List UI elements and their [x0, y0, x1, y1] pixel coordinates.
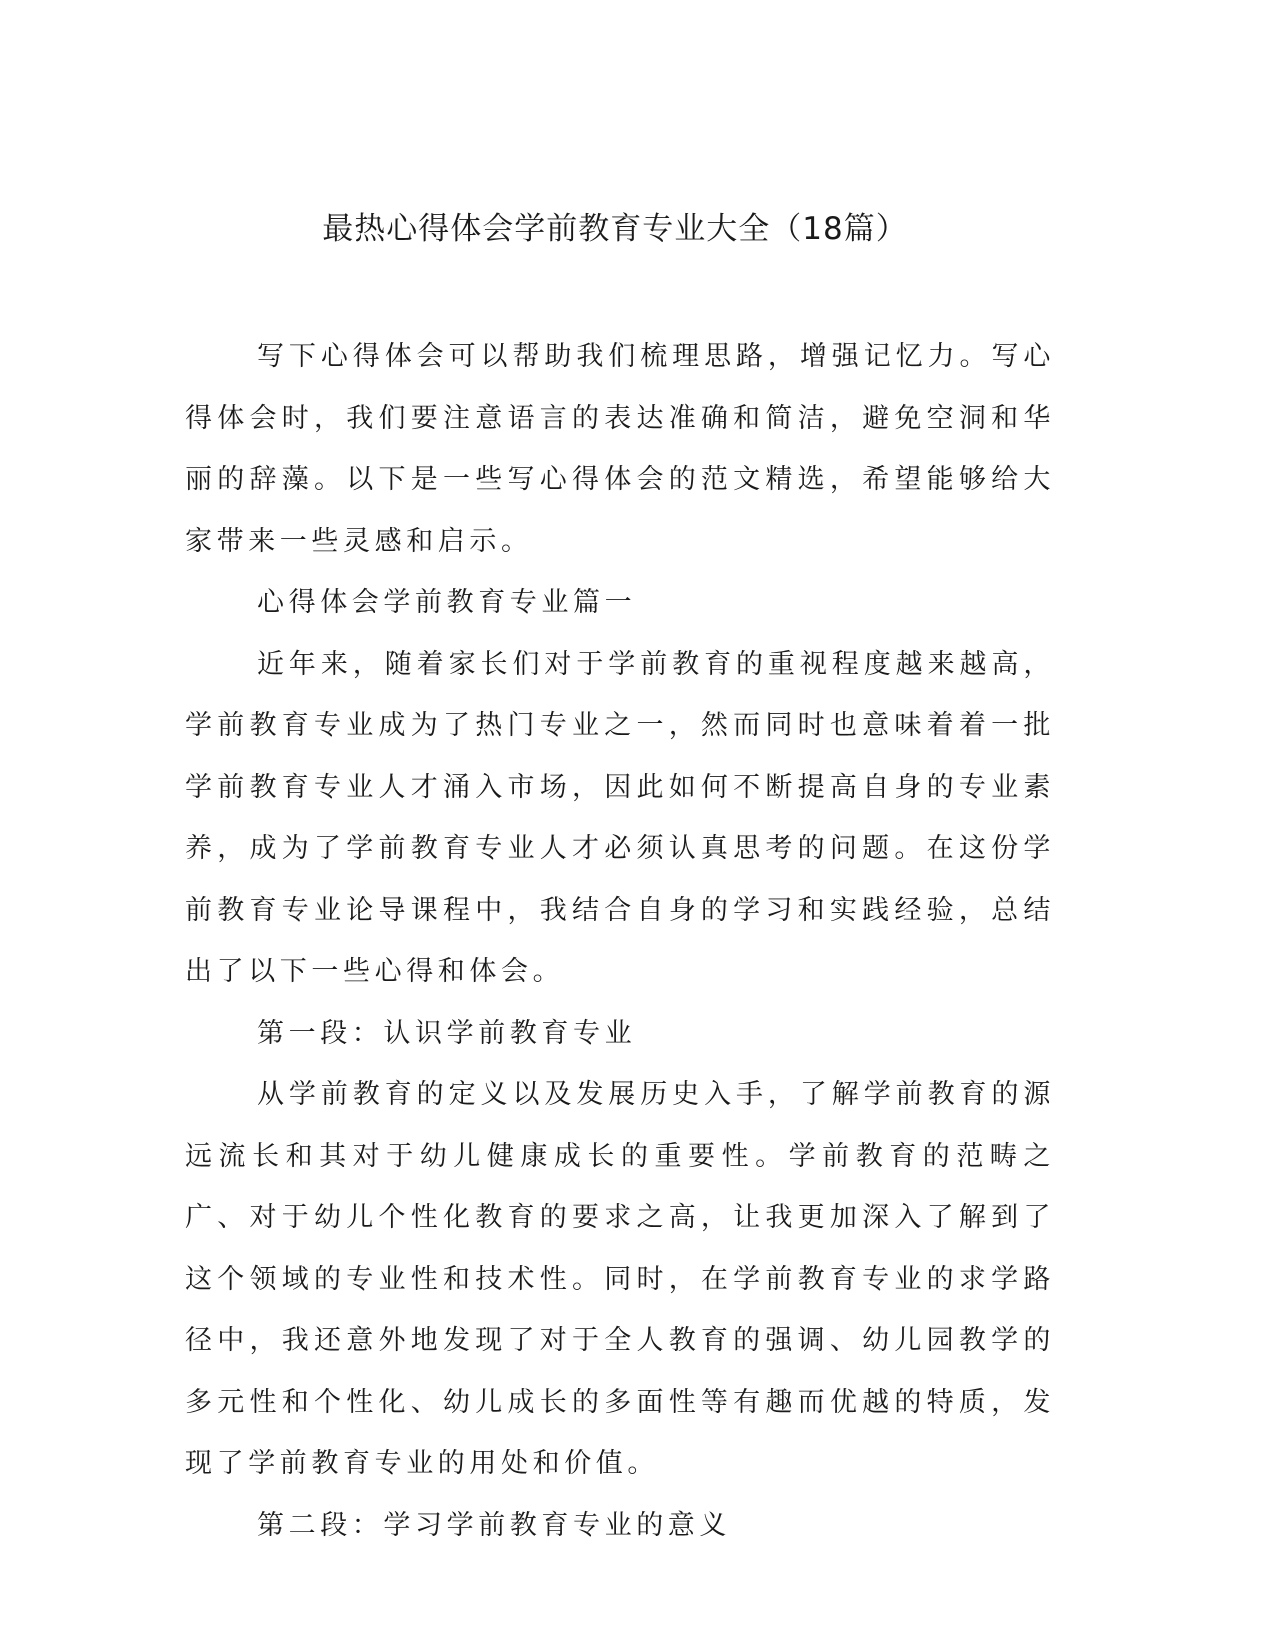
- body-paragraph: 近年来，随着家长们对于学前教育的重视程度越来越高，学前教育专业成为了热门专业之一，然而同时也意味着着一批学前教育专业人才涌入市场，因此如何不断提高自身的专业素养，成为了学前教育专业人才必须认真思考的问题。在这份学前教育专业论导课程中，我结合自身的学习和实践经验，总结出了以下一些心得和体会。: [185, 648, 1055, 987]
- intro-paragraph: 写下心得体会可以帮助我们梳理思路，增强记忆力。写心得体会时，我们要注意语言的表达准确和简洁，避免空洞和华丽的辞藻。以下是一些写心得体会的范文精选，希望能够给大家带来一些灵感和启示。: [185, 341, 1055, 557]
- section-heading-part-one: 心得体会学前教育专业篇一: [257, 587, 637, 618]
- document-body: [185, 326, 1055, 1556]
- section-heading-paragraph-two: 第二段：学习学前教育专业的意义: [257, 1509, 731, 1541]
- document-title: 最热心得体会学前教育专业大全（18篇）: [322, 211, 908, 247]
- section-heading-paragraph-one: 第一段：认识学前教育专业: [257, 1017, 637, 1049]
- body-paragraph: 从学前教育的定义以及发展历史入手，了解学前教育的源远流长和其对于幼儿健康成长的重要性。学前教育的范畴之广、对于幼儿个性化教育的要求之高，让我更加深入了解到了这个领域的专业性和技术性。同时，在学前教育专业的求学路径中，我还意外地发现了对于全人教育的强调、幼儿园教学的多元性和个性化、幼儿成长的多面性等有趣而优越的特质，发现了学前教育专业的用处和价值。: [185, 1079, 1055, 1479]
